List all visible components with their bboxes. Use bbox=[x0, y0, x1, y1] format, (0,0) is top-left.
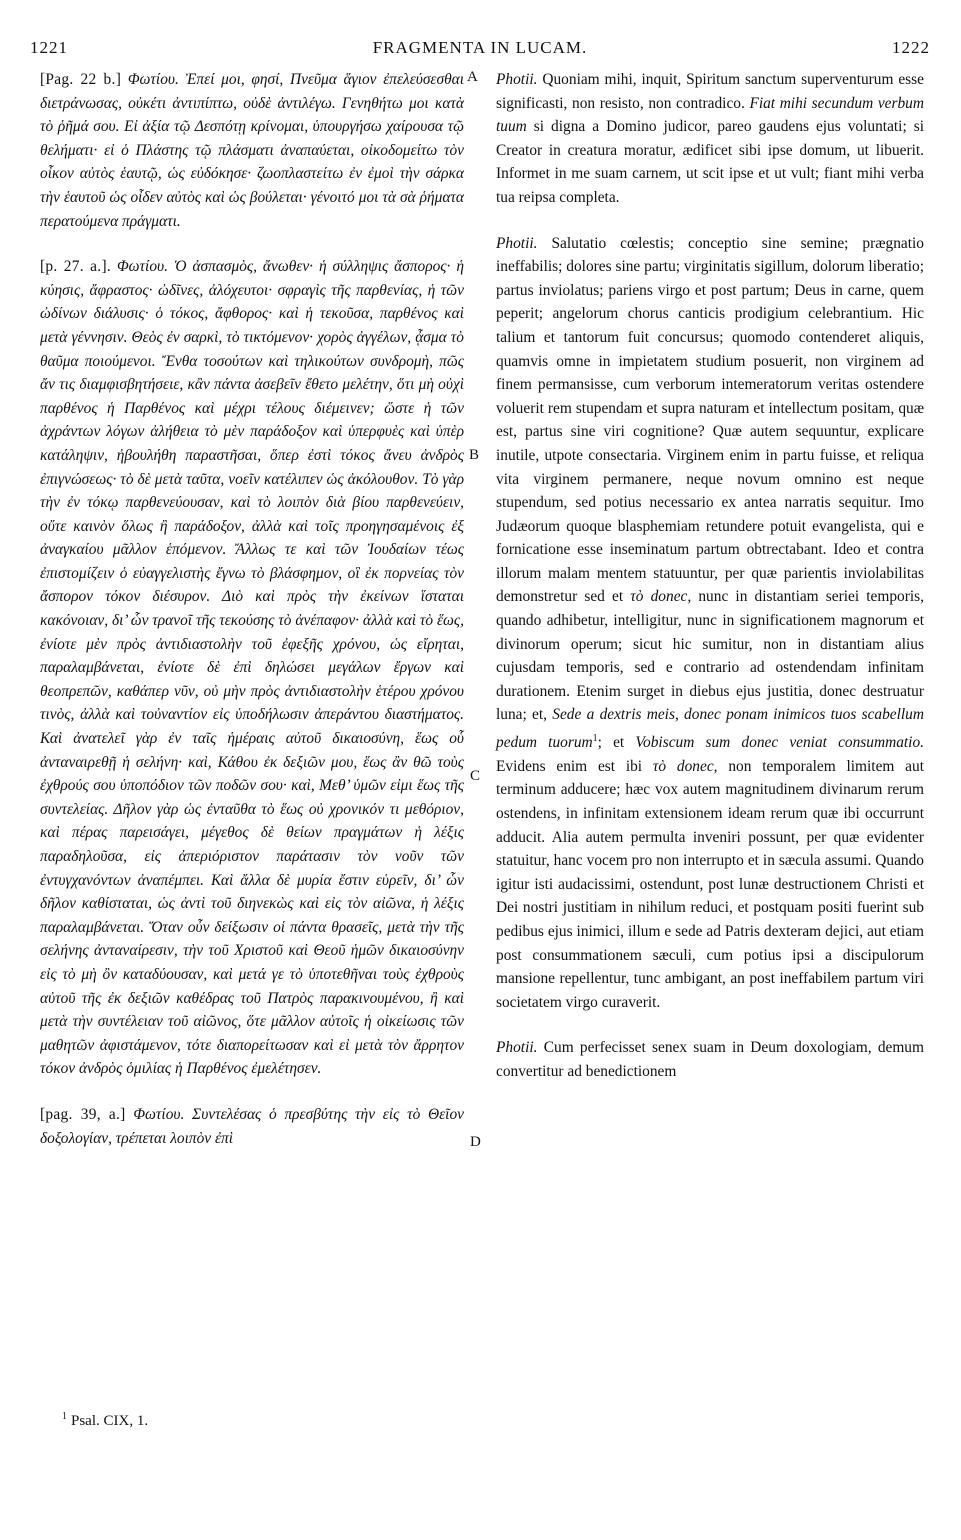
separator-text: ; et bbox=[597, 734, 625, 752]
emphasized-word: donec, bbox=[650, 588, 692, 606]
author-label: Photii. bbox=[496, 71, 538, 88]
running-title: FRAGMENTA IN LUCAM. bbox=[372, 38, 588, 57]
footnote bbox=[62, 1411, 148, 1430]
scripture-quote: Fiat mihi secundum verbum tuum bbox=[496, 94, 924, 136]
scripture-quote: Vobiscum sum donec veniat consummatio. bbox=[635, 734, 924, 752]
page-reference: [Pag. 22 b.] bbox=[40, 71, 122, 88]
page-reference: [p. 27. a.]. bbox=[40, 258, 112, 276]
greek-paragraph bbox=[40, 1103, 464, 1150]
margin-letter-d: D bbox=[470, 1134, 481, 1150]
paragraph-text: Quoniam mihi, inquit, Spiritum sanctum superventurum esse significasti, non resisto, non contradico. bbox=[496, 71, 924, 112]
paragraph-text: Ἐπεί μοι, φησί, Πνεῦμα ἅγιον ἐπελεύσεσθαι διετράνωσας, οὐκέτι ἀντιπίπτω, οὐδὲ ἀντιλέγω. Γενηθήτω μοι κατὰ τὸ ῥῆμά σου. Εἰ ἀξία τῷ Δεσπότῃ κρίνομαι, ὑπουργήσω χαίρουσα τῷ θελήματι· εἰ ὁ Πλάστης τῷ πλάσματι ἀναπαύεται, οἰκοδομείτω τὸν οἶκον αὐτὸς ἑαυτῷ, ὡς εὐδόκησε· ζωοπλαστείτω ἐν ἐμοὶ τὴν σάρκα τὴν ἑαυτοῦ ὡς οἶδεν αὐτὸς καὶ ὡς βούλεται· γένοιτό μοι τὰ σὰ ῥήματα περατούμενα πράγματι. bbox=[40, 71, 464, 230]
margin-letter-c: C bbox=[470, 768, 481, 784]
greek-paragraph bbox=[40, 68, 464, 233]
latin-paragraph bbox=[496, 68, 924, 210]
footnote-text: Psal. CIX, 1. bbox=[71, 1413, 149, 1429]
paragraph-text: Evidens enim est ibi bbox=[496, 757, 643, 775]
latin-column bbox=[496, 68, 924, 1083]
footnote-mark: 1 bbox=[62, 1411, 67, 1422]
latin-paragraph bbox=[496, 1036, 924, 1083]
author-label: Φωτίου. bbox=[127, 71, 179, 88]
paragraph-text: si digna a Domino judicor, pareo gaudens ejus voluntati; si Creator in creatura moratur, ædificet sibi ipse domum, ut libuerit. Informet in me suam carnem, ut scit ipse et ut vult; fiant mihi verba tua reipsa completa. bbox=[496, 118, 924, 206]
margin-letter-a: A bbox=[467, 69, 478, 85]
latin-paragraph bbox=[496, 232, 924, 1015]
footnote-ref: 1 bbox=[592, 733, 598, 745]
author-label: Photii. bbox=[496, 1039, 538, 1057]
right-page-number: 1222 bbox=[892, 38, 930, 57]
emphasized-word: donec, bbox=[676, 757, 718, 775]
left-page-number: 1221 bbox=[30, 38, 68, 57]
margin-letter-b: B bbox=[469, 447, 480, 463]
greek-column bbox=[40, 68, 464, 1150]
paragraph-text: Συντελέσας ὁ πρεσβύτης τὴν εἰς τὸ Θεῖον δοξολογίαν, τρέπεται λοιπὸν ἐπὶ bbox=[40, 1105, 464, 1147]
author-label: Φωτίου. bbox=[116, 258, 168, 276]
greek-paragraph bbox=[40, 255, 464, 1081]
greek-word: τὸ bbox=[652, 757, 667, 775]
scripture-quote: Sede a dextris meis, donec ponam inimicos tuos scabellum pedum tuorum bbox=[496, 706, 924, 752]
paragraph-text: non temporalem limitem aut terminum adducere; hæc vox autem magnitudinem divinarum rerum ostendens, in infinitam extensionem ideam rerum quæ ibi occurrunt adducit. Alia autem permulta inveniri possunt, per quæ evidenter statuitur, hanc vocem pro non interrupto et in sæcula assumi. Quando igitur isti audacissimi, ostendunt, post lunæ destructionem Christi et Dei nostri justitiam in nihilum reduci, et postquam positi fuerint sub pedibus ejus inimici, illum e sede ad Patris dexteram dejici, aut etiam post consummationem sæculi, cum potius ipsi a discipulorum mansione repellentur, tunc ambigant, an post ineffabilem partum viri societatem virgo curaverit. bbox=[496, 757, 924, 1011]
page-reference: [pag. 39, a.] bbox=[40, 1105, 126, 1123]
greek-word: τὸ bbox=[630, 588, 644, 606]
paragraph-text: nunc in distantiam seriei temporis, quando adhibetur, intelligitur, nunc in significationem magnorum et divinorum operum; sicut hic sumitur, non in distantiam alius cujusdam temporis, sed e contrario ad ostendendam infinitam durationem. Etenim surget in diebus ejus justitia, donec destruatur luna; et, bbox=[496, 588, 924, 724]
paragraph-text: Cum perfecisset senex suam in Deum doxologiam, demum convertitur ad benedictionem bbox=[496, 1039, 924, 1080]
paragraph-text: Ὁ ἀσπασμὸς, ἄνωθεν· ἡ σύλληψις ἄσπορος· ἡ κύησις, ἄφραστος· ὠδῖνες, ἀλόχευτοι· σφραγὶς τῆς παρθενίας, ἡ τῶν ὠδίνων διάλυσις· ὁ τόκος, ἄφθορος· καὶ ἡ τεκοῦσα, παρθένος καὶ μετὰ γέννησιν. Θεὸς ἐν σαρκὶ, τὸ τικτόμενον· χορὸς ἀγγέλων, ᾆσμα τὸ θαῦμα ποιούμενοι. Ἔνθα τοσούτων καὶ τηλικούτων συνδρομὴ, πῶς ἄν τις διαμφισβητήσειε, κἂν πάντα ἀσεβεῖν ἔθετο μελέτην, ὅτι μὴ οὐχὶ παρθένος ἡ Παρθένος καὶ μέχρι τέλους διέμεινεν; ὥστε ἡ τῶν ἀχράντων λόγων ἀλήθεια τὸ μὲν παράδοξον καὶ ὑπερφυὲς καὶ ὑπὲρ κατάληψιν, ἠβουλήθη παραστῆσαι, ὅπερ ἐστὶ τόκος ἄνευ ἀνδρὸς ἐπιγνώσεως· τὸ δὲ μετὰ ταῦτα, νοεῖν κατέλιπεν ὡς ἀκόλουθον. Τὸ γὰρ τὴν ἐν τόκῳ παρθενεύουσαν, καὶ τὸ λοιπὸν διὰ βίου παρθενεύειν, οὔτε καινὸν ὅλως ἢ παράδοξον, ἀλλὰ καὶ τοῖς προηγησαμένοις ἐξ ἀναγκαίου μᾶλλον ἑπόμενον. Ἄλλως τε καὶ τῶν Ἰουδαίων τέως ἐπιστομίζειν ὁ εὐαγγελιστὴς ἔγνω τὸ βλάσφημον, οἳ ἐκ πορνείας τὸν ἄσπορον τόκον διέσυρον. Διὸ καὶ πρὸς τὴν ἐκείνων ἵσταται κακόνοιαν, δι’ ὧν τρανοῖ τῆς τεκούσης τὸ ἀνέπαφον· ἀλλὰ καὶ τὸ ἕως, ἐνίοτε μὲν πρὸς ἀντιδιαστολὴν τοῦ ἐφεξῆς χρόνου, ὡς εἴρηται, παραλαμβάνεται, ἐνίοτε δὲ ἐπὶ δηλώσει μεγάλων ἔργων καὶ θεοπρεπῶν, καθάπερ νῦν, οὐ μὴν πρὸς ἀντιδιαστολὴν ἑτέρου χρόνου τινὸς, ἀλλὰ καὶ τοὐναντίον εἰς ὑποδήλωσιν ἀπεράντου διαστήματος. Καὶ ἀνατελεῖ γὰρ ἐν ταῖς ἡμέραις αὐτοῦ δικαιοσύνη, ἕως οὗ ἀνταναιρεθῇ ἡ σελήνη· καὶ, Κάθου ἐκ δεξιῶν μου, ἕως ἂν θῶ τοὺς ἐχθρούς σου ὑποπόδιον τῶν ποδῶν σου· καὶ, Μεθ’ ὑμῶν εἰμι ἕως τῆς συντελείας. Δῆλον γὰρ ὡς ἐνταῦθα τὸ ἕως οὐ χρονικόν τι μεθόριον, καὶ πέρας παρεισάγει, μέγεθος δὲ θείων πραγμάτων ἡ λέξις παραδηλοῦσα, εἰς ἀπεριόριστον παράτασιν τὸν νοῦν τῶν ἐντυγχανόντων ἀναπέμπει. Καὶ ἄλλα δὲ μυρία ἔστιν εὑρεῖν, δι’ ὧν δῆλον καθίσταται, ὡς ἀντὶ τοῦ διηνεκὼς καὶ εἰς τὸν αἰῶνα, ἡ λέξις παραλαμβάνεται. Ὅταν οὖν δείξωσιν οἱ πάντα θρασεῖς, μετὰ τὴν τῆς σελήνης ἀνταναίρεσιν, τὴν τοῦ Χριστοῦ καὶ Θεοῦ ἡμῶν δικαιοσύνην εἰς τὸ μὴ ὂν καταδύουσαν, καὶ μετά γε τὸ ὑποτεθῆναι τοὺς ἐχθροὺς αὐτοῦ τῆς ἐκ δεξιῶν καθέδρας τοῦ Πατρὸς παρακινουμένου, ἢ καὶ μετὰ τὴν συντέλειαν τοῦ αἰῶνος, ὅτε μᾶλλον αὐτοῖς ἡ οἰκείωσις τῶν μαθητῶν ἀφιστάμενον, τότε διαπορείτωσαν καὶ εἰ μετὰ τὸν ἄρρητον τόκον ἀνδρὸς ὁμιλίας ἡ Παρθένος ἐμελέτησεν. bbox=[40, 258, 464, 1078]
author-label: Photii. bbox=[496, 234, 538, 252]
author-label: Φωτίου. bbox=[133, 1105, 185, 1123]
paragraph-text: Salutatio cœlestis; conceptio sine semine; prægnatio ineffabilis; dolores sine partu; virginitatis sigillum, dolorum liberatio; partus inviolatus; pariens virgo et post partum; Deus in carne, quem peperit; angelorum chorus canticis prodigium celebrantium. Hic talium et tantorum fuit concursus; quomodo contenderet aliquis, quamvis omne in impietatem studium posuerit, non virginem ad finem permansisse, cum verborum intemeratorum veritas ostendere voluerit rem stupendam et supra naturam et intellectum positam, quæ est, partus sine viri cognitione? Quæ autem sequuntur, explicare inutile, utpote consectaria. Virginem enim in partu fuisse, et reliqua vita virginem permanere, neque novum omnino est neque stupendum, sed potius necessario ex antea narratis sequitur. Imo Judæorum quoque blasphemiam retundere potuit evangelista, qui e fornicatione esse inseminatum partum obtrectabant. Ideo et contra illorum malam mentem statuuntur, per quæ parientis inviolabilitas demonstretur sed et bbox=[496, 234, 924, 606]
page-header bbox=[30, 38, 930, 62]
